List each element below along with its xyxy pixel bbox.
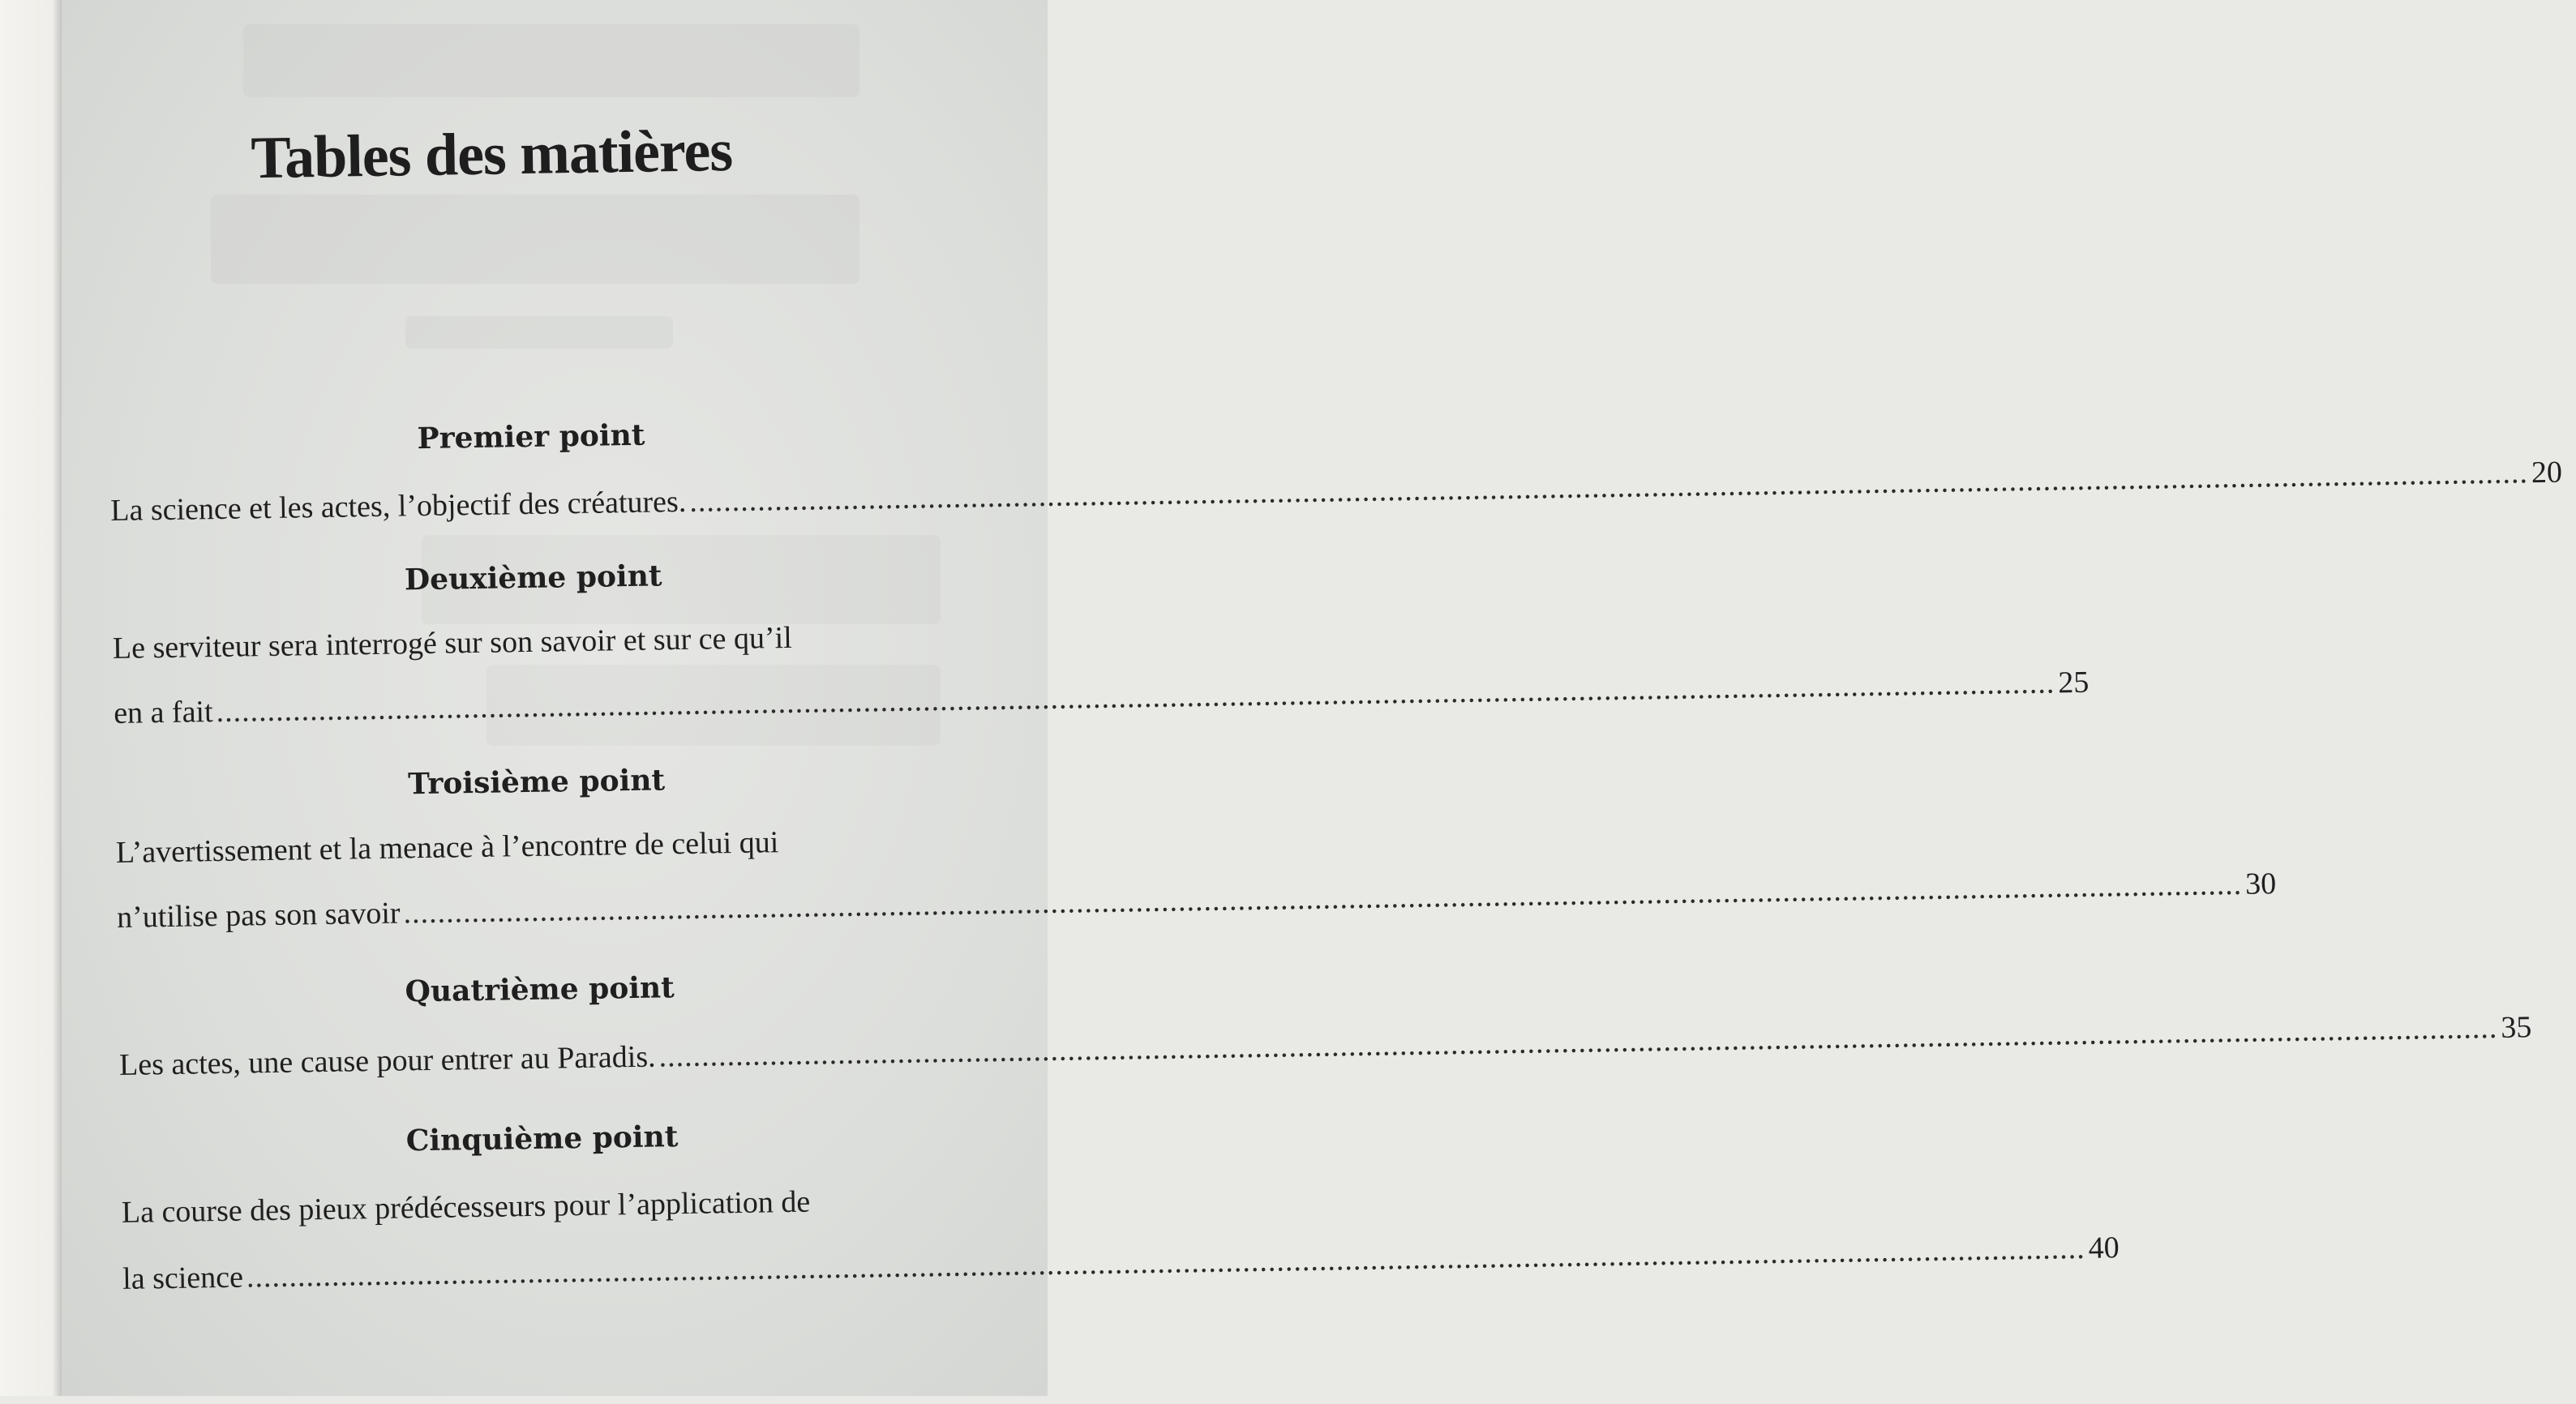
dot-leader: ........................................................................................................................................................................................................................ [403, 867, 2243, 931]
toc-entry-line: La course des pieux prédécesseurs pour l’application de [121, 1184, 811, 1230]
page-number: 35 [2500, 1010, 2532, 1045]
section-heading: Troisième point [407, 763, 666, 802]
page-number: 20 [2531, 455, 2563, 490]
toc-entry [118, 1010, 2532, 1083]
page-title: Tables des matières [250, 117, 733, 192]
toc-entry-line: L’avertissement et la menace à l’encontre de celui qui [115, 825, 779, 870]
section-heading: Cinquième point [405, 1119, 679, 1158]
toc-entry-line: Le serviteur sera interrogé sur son savoir et sur ce qu’il [112, 620, 793, 666]
section-heading: Premier point [417, 417, 645, 456]
page-number: 25 [2058, 665, 2090, 700]
toc-entry-text: n’utilise pas son savoir [116, 896, 401, 935]
dot-leader: ........................................................................................................................................................................................................................ [246, 1231, 2085, 1295]
toc-entry-text: la science [122, 1260, 244, 1296]
section-heading: Quatrième point [405, 970, 675, 1009]
toc-entry [109, 455, 2563, 529]
dot-leader: ........................................................................................................................................................................................................................ [658, 1010, 2498, 1074]
dot-leader: ........................................................................................................................................................................................................................ [688, 456, 2529, 519]
toc-entry [113, 665, 2090, 731]
section-heading: Deuxième point [404, 559, 662, 597]
dot-leader: ........................................................................................................................................................................................................................ [216, 666, 2055, 730]
toc-entry-text: en a fait [113, 695, 213, 731]
page-number: 30 [2244, 867, 2277, 901]
page-number: 40 [2088, 1231, 2120, 1265]
toc-entry-text: Les actes, une cause pour entrer au Paradis. [118, 1039, 656, 1082]
toc-entry [116, 867, 2277, 935]
toc-entry-text: La science et les actes, l’objectif des créatures. [109, 484, 687, 529]
toc-entry [122, 1231, 2120, 1297]
